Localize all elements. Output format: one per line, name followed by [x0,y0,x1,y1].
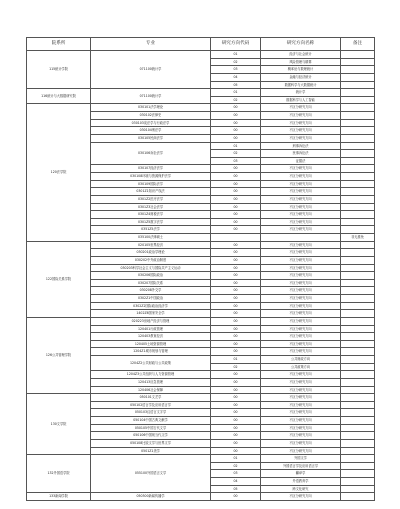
major-cell: 050104中国古典文献学 [91,417,211,425]
direction-code-cell: 02 [211,462,261,470]
direction-code-cell: 05 [211,81,261,89]
direction-code-cell: 02 [211,363,261,371]
major-cell: 030109国际法学 [91,180,211,188]
note-cell [341,356,375,364]
major-cell: 071100统计学 [91,89,211,104]
note-cell [341,310,375,318]
direction-code-cell: 02 [211,150,261,158]
direction-name-cell: 概率论与数理统计 [261,66,341,74]
note-cell [341,96,375,104]
major-cell: 0302Z1中国政治 [91,295,211,303]
table-row [27,394,375,402]
note-cell [341,317,375,325]
note-cell [341,417,375,425]
direction-name-cell: 不区分研究方向 [261,378,341,386]
college-cell: 120法学院 [27,104,91,241]
direction-name-cell: 外国语言学及应用语言学 [261,462,341,470]
direction-code-cell: 00 [211,173,261,181]
direction-name-cell: 不区分研究方向 [261,180,341,188]
direction-code-cell [211,234,261,242]
major-cell: 030102法律史 [91,112,211,120]
note-cell [341,279,375,287]
direction-code-cell: 00 [211,417,261,425]
direction-name-cell: 不区分研究方向 [261,409,341,417]
direction-name-cell: 统计学 [261,89,341,97]
major-cell: 120405土地资源管理 [91,340,211,348]
major-cell: 1204Z1城市规划与管理 [91,348,211,356]
note-cell [341,478,375,486]
note-cell [341,333,375,341]
direction-code-cell: 00 [211,310,261,318]
note-cell [341,58,375,66]
direction-name-cell: 不区分研究方向 [261,195,341,203]
direction-name-cell: 不区分研究方向 [261,173,341,181]
major-cell: 030106诉讼法学 [91,142,211,165]
college-cell: 122国际关系学院 [27,241,91,317]
direction-name-cell: 不区分研究方向 [261,394,341,402]
major-cell: 030101法学理论 [91,104,211,112]
note-cell [341,165,375,173]
note-cell [341,127,375,135]
major-cell: 030203科学社会主义与国际共产主义运动 [91,264,211,272]
major-cell: 050300新闻传播学 [91,493,211,501]
major-cell: 120406社会保障 [91,386,211,394]
direction-code-cell: 05 [211,485,261,493]
direction-code-cell: 00 [211,340,261,348]
direction-code-cell: 00 [211,256,261,264]
direction-name-cell: 跨文化研究 [261,485,341,493]
direction-name-cell: 不区分研究方向 [261,134,341,142]
major-cell: 0301Z4财税法学 [91,211,211,219]
note-cell [341,119,375,127]
direction-name-cell: 不区分研究方向 [261,432,341,440]
note-cell [341,104,375,112]
note-cell [341,203,375,211]
table-row [27,493,375,501]
direction-name-cell: 不区分研究方向 [261,340,341,348]
major-cell: 030201政治学理论 [91,249,211,257]
note-cell [341,112,375,120]
direction-name-cell: 民事诉讼法 [261,150,341,158]
major-cell: 030202中外政治制度 [91,256,211,264]
direction-name-cell: 不区分研究方向 [261,203,341,211]
note-cell [341,424,375,432]
direction-code-cell: 00 [211,249,261,257]
note-cell [341,447,375,455]
direction-code-cell: 00 [211,432,261,440]
major-cell: 071100统计学 [91,51,211,89]
major-cell: 0302Z2国际政治经济学 [91,302,211,310]
table-row [27,104,375,112]
major-cell: 0301Z1知识产权法 [91,188,211,196]
note-cell: 非无推免 [341,234,375,242]
direction-code-cell: 00 [211,333,261,341]
direction-name-cell: 刑事诉讼法 [261,142,341,150]
direction-name-cell: 不区分研究方向 [261,119,341,127]
direction-name-cell: 不区分研究方向 [261,241,341,249]
major-cell: 030108环境与资源保护法学 [91,173,211,181]
major-cell: 0501Z1美学 [91,447,211,455]
direction-code-cell: 00 [211,409,261,417]
major-cell: 030206国际政治 [91,272,211,280]
major-cell: 030107经济法学 [91,165,211,173]
direction-code-cell: 02 [211,58,261,66]
note-cell [341,295,375,303]
direction-name-cell: 不区分研究方向 [261,325,341,333]
direction-code-cell: 00 [211,447,261,455]
direction-code-cell: 00 [211,348,261,356]
note-cell [341,256,375,264]
direction-code-cell: 00 [211,112,261,120]
direction-code-cell: 00 [211,378,261,386]
note-cell [341,66,375,74]
table-body [27,51,375,501]
major-cell: 120403教育经济 [91,333,211,341]
direction-code-cell: 00 [211,134,261,142]
note-cell [341,348,375,356]
direction-name-cell: 不区分研究方向 [261,295,341,303]
direction-code-cell: 00 [211,272,261,280]
direction-name-cell: 数据科学与人工智能 [261,96,341,104]
direction-name-cell: 不区分研究方向 [261,371,341,379]
note-cell [341,89,375,97]
note-cell [341,195,375,203]
direction-code-cell: 00 [211,264,261,272]
direction-name-cell: 不区分研究方向 [261,447,341,455]
direction-code-cell: 01 [211,142,261,150]
table-header-row [27,38,375,51]
direction-name-cell: 不区分研究方向 [261,287,341,295]
note-cell [341,485,375,493]
direction-name-cell: 数据科学与大数据统计 [261,81,341,89]
direction-name-cell: 不区分研究方向 [261,386,341,394]
direction-name-cell: 不区分研究方向 [261,211,341,219]
major-cell: 050105中国古代文学 [91,424,211,432]
note-cell [341,188,375,196]
major-cell: 1204Z2公共财政与公共政策 [91,356,211,371]
table-row [27,317,375,325]
note-cell [341,226,375,234]
direction-code-cell: 00 [211,287,261,295]
direction-code-cell: 04 [211,478,261,486]
college-cell: 133新闻学院 [27,493,91,501]
major-cell: 050103汉语言文字学 [91,409,211,417]
table-row [27,51,375,59]
program-table [26,37,375,501]
header-direction-name: 研究方向名称 [261,38,341,51]
major-cell: 030104刑法学 [91,127,211,135]
direction-code-cell: 00 [211,119,261,127]
direction-code-cell: 00 [211,325,261,333]
major-cell: 1204Z3公共组织与人力资源管理 [91,371,211,379]
direction-code-cell: 00 [211,317,261,325]
header-note: 备注 [341,38,375,51]
direction-name-cell: 外语教育学 [261,478,341,486]
direction-name-cell: 不区分研究方向 [261,424,341,432]
table-row [27,241,375,249]
direction-name-cell: 不区分研究方向 [261,272,341,280]
note-cell [341,157,375,165]
direction-code-cell: 00 [211,371,261,379]
note-cell [341,439,375,447]
major-cell: 050101文艺学 [91,394,211,402]
direction-name-cell: 不区分研究方向 [261,279,341,287]
direction-name-cell [261,234,341,242]
direction-code-cell: 03 [211,66,261,74]
note-cell [341,386,375,394]
direction-name-cell: 不区分研究方向 [261,333,341,341]
direction-code-cell: 01 [211,455,261,463]
major-cell: 120401行政管理 [91,325,211,333]
major-cell: 050108比较文学与世界文学 [91,439,211,447]
direction-code-cell: 01 [211,356,261,364]
direction-code-cell: 00 [211,439,261,447]
college-cell: 132外国语学院 [27,455,91,493]
direction-name-cell: 不区分研究方向 [261,401,341,409]
direction-name-cell: 翻译学 [261,470,341,478]
direction-name-cell: 公共财政方向 [261,356,341,364]
note-cell [341,241,375,249]
note-cell [341,302,375,310]
note-cell [341,264,375,272]
direction-code-cell: 00 [211,104,261,112]
direction-code-cell: 00 [211,386,261,394]
note-cell [341,394,375,402]
direction-name-cell: 经济与社会统计 [261,51,341,59]
note-cell [341,180,375,188]
major-cell: 030208外交学 [91,287,211,295]
header-direction-code: 研究方向代码 [211,38,261,51]
direction-name-cell: 不区分研究方向 [261,127,341,135]
direction-name-cell: 不区分研究方向 [261,256,341,264]
direction-name-cell: 不区分研究方向 [261,264,341,272]
major-cell: 0351Z5法学 [91,226,211,234]
direction-name-cell: 风险管理与精算 [261,58,341,66]
direction-name-cell: 不区分研究方向 [261,417,341,425]
direction-code-cell: 00 [211,279,261,287]
major-cell: 050106中国现当代文学 [91,432,211,440]
direction-code-cell: 00 [211,241,261,249]
major-cell: 035100法律硕士 [91,234,211,242]
note-cell [341,142,375,150]
note-cell [341,340,375,348]
note-cell [341,51,375,59]
direction-code-cell: 03 [211,470,261,478]
direction-code-cell: 00 [211,295,261,303]
direction-name-cell: 不区分研究方向 [261,302,341,310]
note-cell [341,134,375,142]
direction-name-cell: 外国文学 [261,455,341,463]
direction-code-cell: 01 [211,51,261,59]
note-cell [341,470,375,478]
note-cell [341,272,375,280]
note-cell [341,462,375,470]
note-cell [341,363,375,371]
major-cell: 055100外国语言文学 [91,455,211,493]
direction-name-cell: 金融与经济统计 [261,73,341,81]
table-row [27,89,375,97]
direction-code-cell: 00 [211,226,261,234]
direction-code-cell: 00 [211,493,261,501]
note-cell [341,211,375,219]
college-cell: 115统计学院 [27,51,91,89]
direction-name-cell: 不区分研究方向 [261,226,341,234]
direction-code-cell: 00 [211,203,261,211]
note-cell [341,409,375,417]
college-cell: 130文学院 [27,394,91,455]
direction-code-cell: 00 [211,165,261,173]
note-cell [341,378,375,386]
direction-code-cell: 00 [211,188,261,196]
direction-name-cell: 公共政策方向 [261,363,341,371]
note-cell [341,401,375,409]
header-college: 院系所 [27,38,91,51]
direction-code-cell: 00 [211,195,261,203]
note-cell [341,325,375,333]
note-cell [341,432,375,440]
note-cell [341,493,375,501]
direction-code-cell: 03 [211,157,261,165]
major-cell: 050102语言学及应用语言学 [91,401,211,409]
major-cell: 020105世界经济 [91,241,211,249]
direction-code-cell: 00 [211,180,261,188]
direction-code-cell: 00 [211,211,261,219]
direction-name-cell: 不区分研究方向 [261,439,341,447]
direction-code-cell: 00 [211,218,261,226]
note-cell [341,81,375,89]
direction-code-cell: 00 [211,424,261,432]
direction-name-cell: 不区分研究方向 [261,310,341,318]
note-cell [341,249,375,257]
direction-name-cell: 不区分研究方向 [261,249,341,257]
note-cell [341,150,375,158]
note-cell [341,218,375,226]
direction-name-cell: 证据法 [261,157,341,165]
note-cell [341,173,375,181]
major-cell: 030207国际关系 [91,279,211,287]
major-cell: 020223房地产经济与管理 [91,317,211,325]
direction-code-cell: 00 [211,394,261,402]
direction-name-cell: 不区分研究方向 [261,104,341,112]
direction-name-cell: 不区分研究方向 [261,317,341,325]
major-cell: 030105民商法学 [91,134,211,142]
major-cell: 120413应急管理 [91,378,211,386]
note-cell [341,455,375,463]
table-row [27,455,375,463]
direction-code-cell: 01 [211,89,261,97]
direction-name-cell: 不区分研究方向 [261,165,341,173]
college-cell: 116统计与大数据研究院 [27,89,91,104]
header-major: 专业 [91,38,211,51]
major-cell: 1402Z6国家安全学 [91,310,211,318]
direction-code-cell: 00 [211,302,261,310]
direction-name-cell: 不区分研究方向 [261,348,341,356]
direction-code-cell: 04 [211,73,261,81]
college-cell: 126公共管理学院 [27,317,91,393]
direction-name-cell: 不区分研究方向 [261,218,341,226]
direction-name-cell: 不区分研究方向 [261,493,341,501]
note-cell [341,73,375,81]
note-cell [341,287,375,295]
direction-code-cell: 02 [211,96,261,104]
direction-code-cell: 00 [211,127,261,135]
major-cell: 0301Z2医疗法学 [91,195,211,203]
direction-name-cell: 不区分研究方向 [261,112,341,120]
major-cell: 030103宪法学与行政法学 [91,119,211,127]
direction-name-cell: 不区分研究方向 [261,188,341,196]
major-cell: 0301Z3社会法学 [91,203,211,211]
major-cell: 0301Z5数字法学 [91,218,211,226]
note-cell [341,371,375,379]
direction-code-cell: 00 [211,401,261,409]
